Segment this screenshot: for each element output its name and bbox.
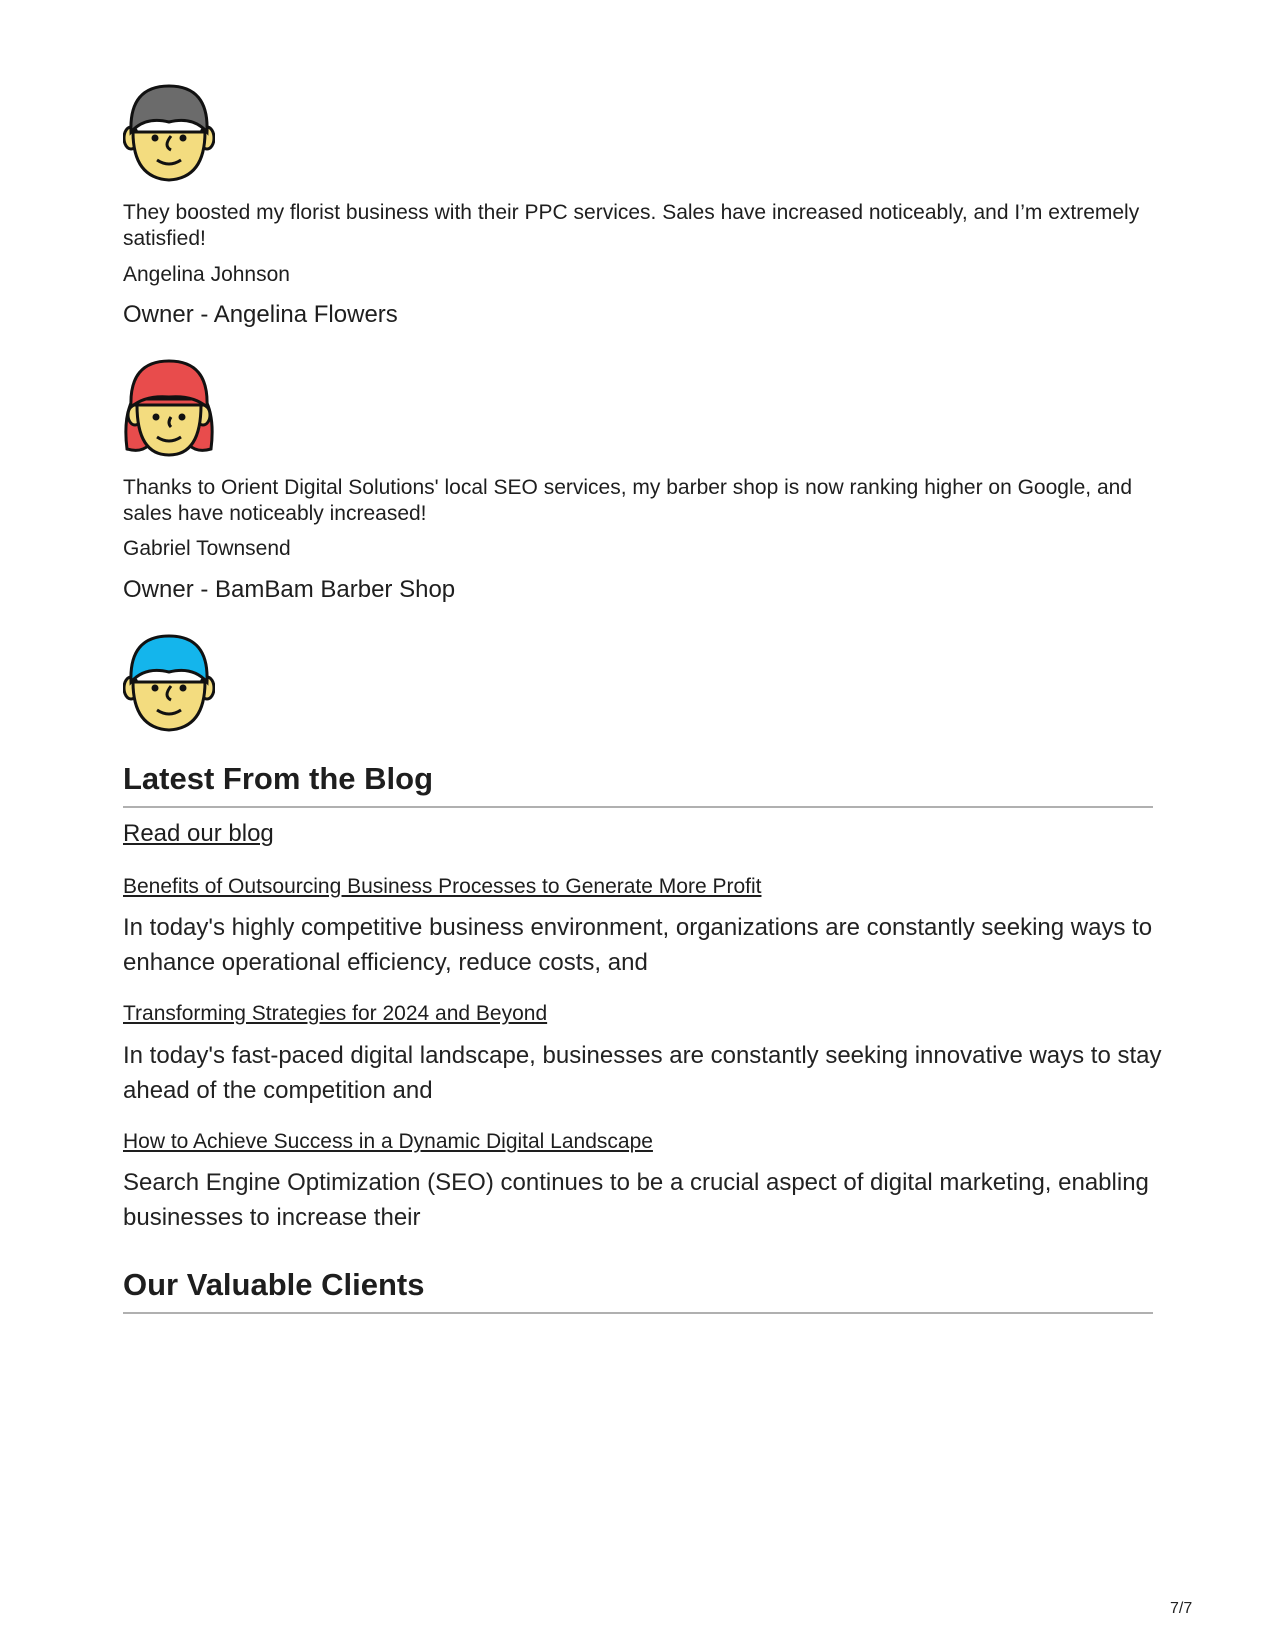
testimonial-avatar-3 [123,632,215,736]
blog-post-excerpt-1: In today's highly competitive business environment, organizations are constantly seeking ways to enhance operational efficiency, reduce costs, and [123,914,1153,976]
female-avatar-icon [123,357,215,461]
male-avatar-icon [123,632,215,736]
testimonial-author: Gabriel Townsend [123,537,291,560]
page-number: 7/7 [1170,1600,1193,1617]
male-avatar-icon [123,82,215,186]
blog-post-excerpt-2: In today's fast-paced digital landscape, businesses are constantly seeking innovative ways to stay ahead of the competition and [123,1042,1162,1104]
blog-post-title-3[interactable]: How to Achieve Success in a Dynamic Digital Landscape [123,1130,653,1153]
testimonial-role: Owner - BamBam Barber Shop [123,576,456,603]
blog-post-excerpt-3: Search Engine Optimization (SEO) continues to be a crucial aspect of digital marketing, enabling businesses to increase their [123,1169,1149,1231]
section-divider [123,1312,1153,1314]
testimonial-avatar-1 [123,82,215,186]
clients-heading: Our Valuable Clients [123,1267,425,1302]
blog-post-title-1[interactable]: Benefits of Outsourcing Business Processes to Generate More Profit [123,875,762,898]
testimonial-quote: They boosted my florist business with their PPC services. Sales have increased noticeably, and I’m extremely satisfied! [123,201,1140,250]
blog-post-title-2[interactable]: Transforming Strategies for 2024 and Beyond [123,1002,548,1025]
testimonial-author: Angelina Johnson [123,263,290,286]
blog-heading: Latest From the Blog [123,761,434,796]
section-divider [123,806,1153,808]
testimonial-avatar-2 [123,357,215,461]
testimonial-role: Owner - Angelina Flowers [123,301,398,328]
read-blog-link[interactable]: Read our blog [123,820,274,847]
testimonial-quote: Thanks to Orient Digital Solutions' local SEO services, my barber shop is now ranking higher on Google, and sales have noticeably increased! [123,476,1133,525]
